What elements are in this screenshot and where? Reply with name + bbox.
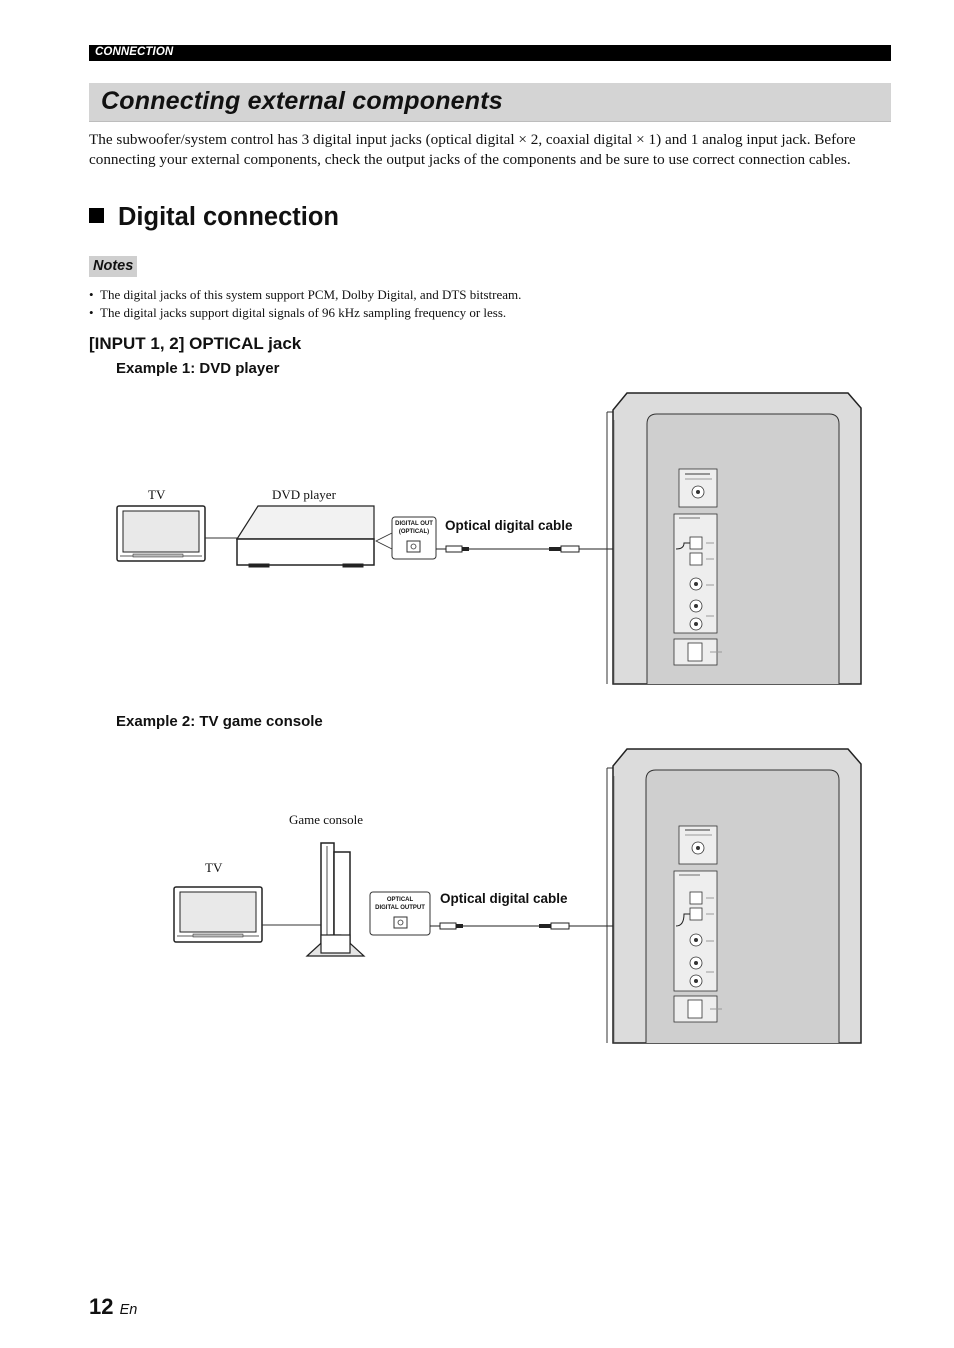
subwoofer-rear-panel bbox=[607, 393, 861, 684]
notes-label: Notes bbox=[89, 256, 137, 277]
example2-device-label: Game console bbox=[289, 812, 364, 827]
example2-port-label bbox=[370, 896, 430, 912]
subsection-heading: [INPUT 1, 2] OPTICAL jack bbox=[89, 334, 302, 353]
example1-port-label bbox=[392, 520, 436, 536]
square-bullet-icon bbox=[89, 208, 104, 223]
example2-heading: Example 2: TV game console bbox=[116, 713, 323, 730]
section-heading-text: Digital connection bbox=[118, 203, 340, 231]
dvd-player-icon bbox=[237, 506, 374, 567]
page-number bbox=[89, 1294, 137, 1320]
page-title: Connecting external components bbox=[101, 87, 503, 115]
example1-heading: Example 1: DVD player bbox=[116, 360, 280, 377]
example1-port-line1: DIGITAL OUT bbox=[395, 521, 433, 527]
page-title-box bbox=[89, 83, 891, 122]
example2-cable-label: Optical digital cable bbox=[440, 891, 568, 906]
example1-tv-label: TV bbox=[148, 487, 166, 502]
example1-port-line2: (OPTICAL) bbox=[398, 529, 430, 535]
tv-icon bbox=[174, 887, 262, 942]
example2-port-line1: OPTICAL bbox=[386, 897, 414, 903]
section-header-bar bbox=[89, 45, 891, 61]
note-item: • The digital jacks support digital signals of 96 kHz sampling frequency or less. bbox=[89, 304, 889, 322]
section-header-label: CONNECTION bbox=[95, 46, 174, 58]
note-item: • The digital jacks of this system support PCM, Dolby Digital, and DTS bitstream. bbox=[89, 286, 889, 304]
intro-paragraph: The subwoofer/system control has 3 digital input jacks (optical digital × 2, coaxial digital × 1) and 1 analog input jack. Before connecting your external components, check the output jacks of the components and be sure to use correct connection cables. bbox=[89, 131, 856, 168]
page-number-value: 12 bbox=[89, 1294, 114, 1319]
example1-device-label: DVD player bbox=[272, 487, 336, 502]
page-language: En bbox=[119, 1302, 138, 1318]
tv-icon bbox=[117, 506, 205, 561]
notes-list bbox=[89, 286, 889, 322]
game-console-icon bbox=[307, 843, 364, 956]
example2-tv-label: TV bbox=[205, 860, 223, 875]
subwoofer-rear-panel bbox=[607, 749, 861, 1043]
example2-port-line2: DIGITAL OUTPUT bbox=[375, 905, 425, 911]
example1-diagram bbox=[0, 385, 954, 690]
example1-cable-label: Optical digital cable bbox=[445, 518, 573, 533]
section-heading bbox=[89, 203, 339, 232]
